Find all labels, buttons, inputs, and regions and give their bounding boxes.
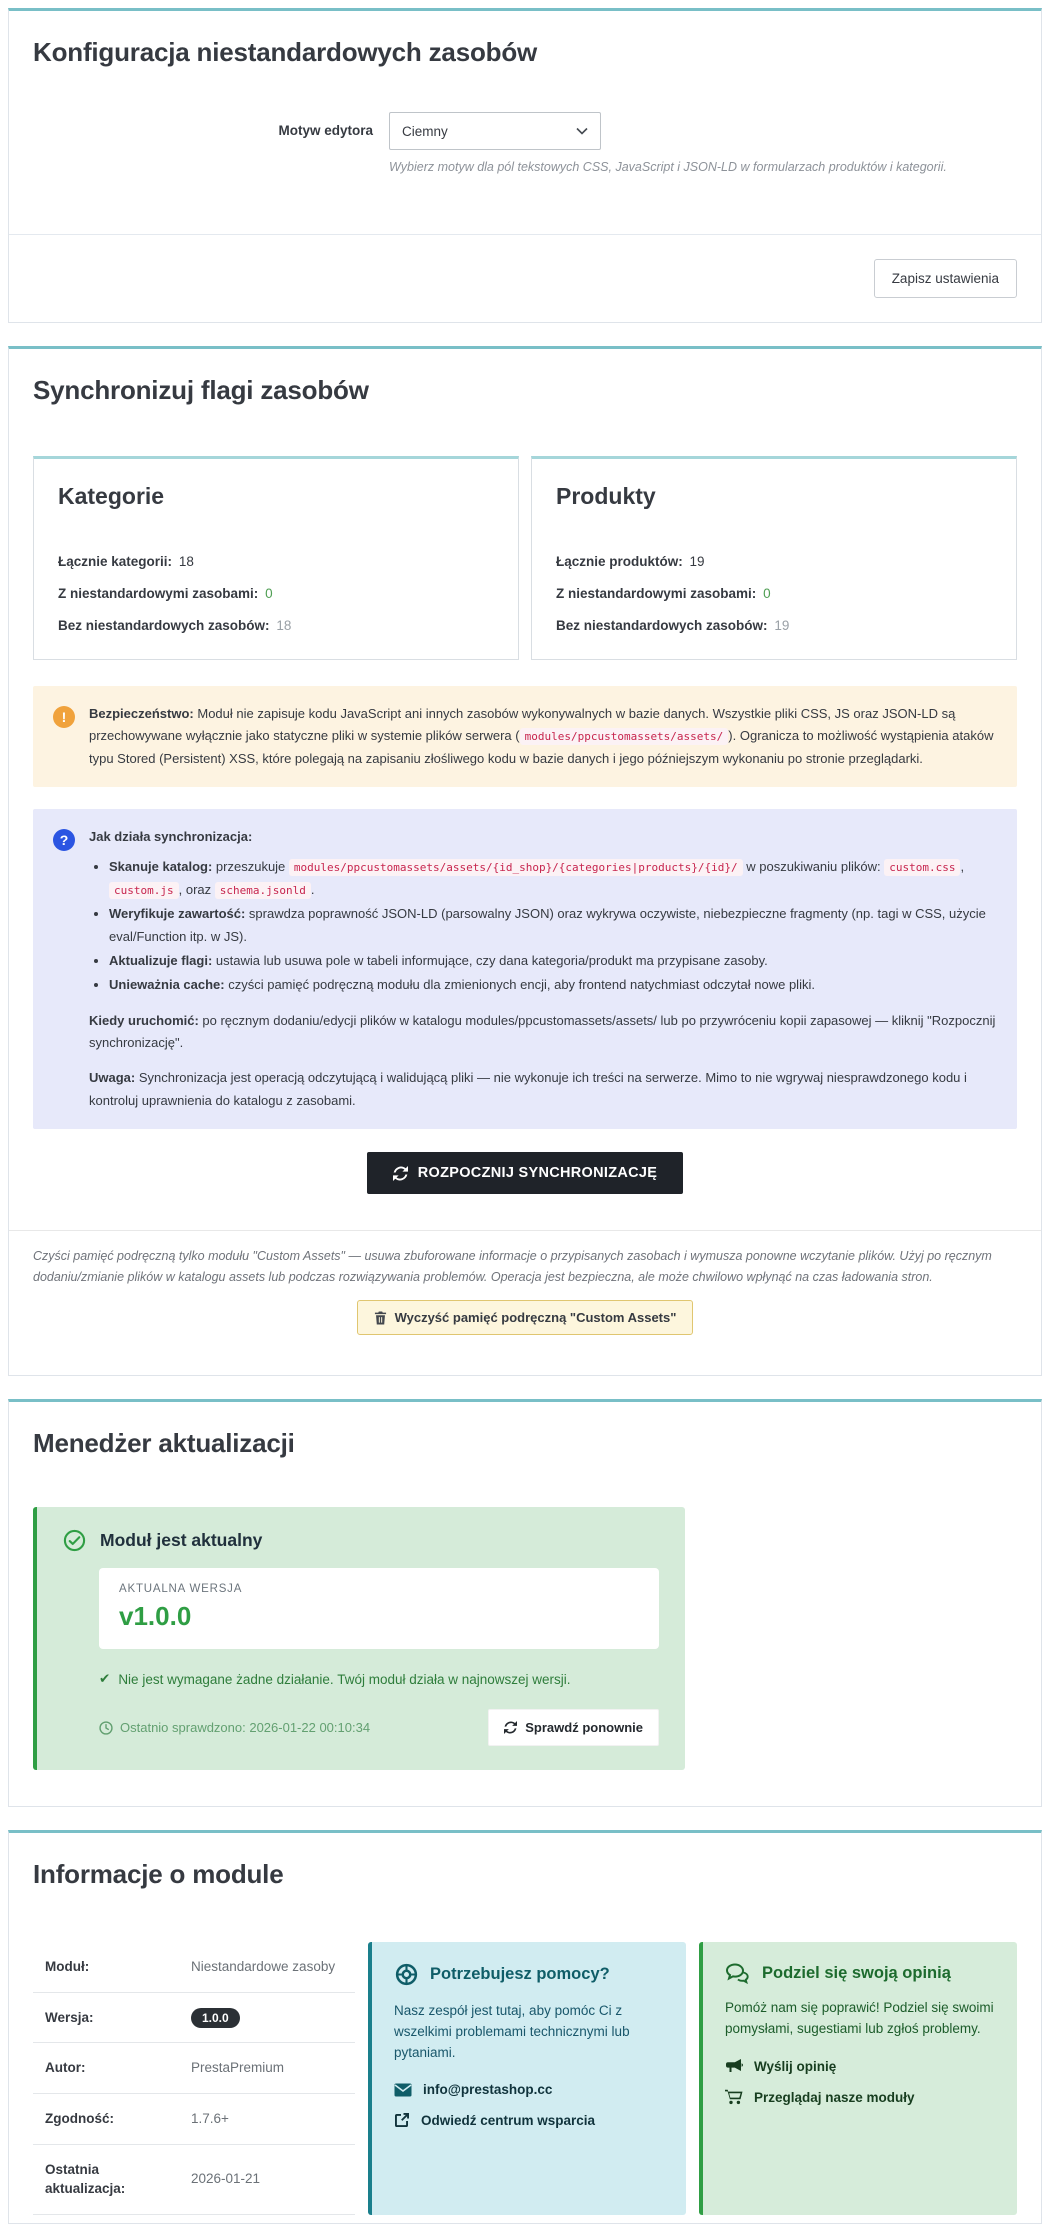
- help-card-text: Nasz zespół jest tutaj, aby pomóc Ci z wszelkimi problemami technicznymi lub pytaniami.: [394, 2003, 630, 2061]
- stat-categories-without-assets: Bez niestandardowych zasobów: 18: [58, 618, 292, 633]
- editor-theme-help: Wybierz motyw dla pól tekstowych CSS, JavaScript i JSON-LD w formularzach produktów i kategorii.: [389, 160, 947, 174]
- custom-js-code: custom.js: [109, 882, 179, 899]
- assets-path-code: modules/ppcustomassets/assets/: [520, 728, 729, 745]
- list-item-verify: • Weryfikuje zawartość: sprawdza poprawność JSON-LD (parsowalny JSON) oraz wykrywa oczywiste, niebezpieczne fragmenty (np. tagi w CSS, użycie eval/Function itp. w JS).: [109, 903, 997, 948]
- support-email-link[interactable]: info@prestashop.cc: [394, 2082, 664, 2097]
- feedback-card-title: Podziel się swoją opinią: [725, 1962, 995, 1984]
- feedback-card-text: Pomóż nam się poprawić! Podziel się swoimi pomysłami, sugestiami lub zgłoś problemy.: [725, 2000, 994, 2037]
- check-icon: ✔: [99, 1671, 111, 1687]
- security-warning-text: Bezpieczeństwo: Moduł nie zapisuje kodu JavaScript ani innych zasobów wykonywalnych w bazie danych. Wszystkie pliki CSS, JS oraz JSON-LD są przechowywane wyłącznie jako statyczne pliki w systemie plików serwera ( modules/ppcustomassets/assets/ ). Ogranicza to możliwość wystąpienia ataków typu Stored (Persistent) XSS, które polegają na zapisaniu złośliwego kodu w bazie danych i jego późniejszym wykonaniu po stronie przeglądarki.: [89, 706, 994, 766]
- cache-button-row: [9, 1287, 1041, 1375]
- note-text: Uwaga: Synchronizacja jest operacją odczytującą i walidującą pliki — nie wykonuje ich treści na serwerze. Mimo to nie wgrywaj niesprawdzonego kodu i kontroluj uprawnienia do katalogu z zasobami.: [89, 1070, 967, 1108]
- categories-card-title: Kategorie: [58, 483, 165, 509]
- list-item-flags: • Aktualizuje flagi: ustawia lub usuwa pole w tabeli informujące, czy dana kategoria/produkt ma przypisane zasoby.: [109, 950, 997, 972]
- external-link-icon: [394, 2112, 410, 2128]
- speech-bubbles-icon: [725, 1962, 751, 1984]
- feedback-card: [699, 1942, 1017, 2214]
- editor-theme-label: Motyw edytora: [278, 123, 373, 138]
- update-footer: [99, 1709, 659, 1746]
- save-settings-button[interactable]: Zapisz ustawienia: [874, 259, 1017, 298]
- config-panel-footer: [9, 234, 1041, 322]
- module-info-title: Informacje o module: [33, 1859, 284, 1890]
- help-card-title: Potrzebujesz pomocy?: [394, 1962, 664, 1987]
- clear-cache-button[interactable]: Wyczyść pamięć podręczną "Custom Assets": [357, 1300, 694, 1335]
- lifebuoy-icon: [394, 1962, 419, 1987]
- last-checked: Ostatnio sprawdzono: 2026-01-22 00:10:34: [99, 1720, 370, 1735]
- sync-info-title: Jak działa synchronizacja:: [89, 829, 253, 845]
- version-value: v1.0.0: [119, 1601, 192, 1632]
- cache-note: Czyści pamięć podręczną tylko modułu "Custom Assets" — usuwa zbuforowane informacje o przypisanych zasobach i wymusza ponowne wczytanie plików. Użyj po ręcznym dodaniu/zmianie plików w katalogu assets lub podczas rozwiązywania problemów. Operacja jest bezpieczna, ale może chwilowo wpłynąć na czas ładowania stron.: [33, 1249, 992, 1284]
- warning-icon: !: [53, 706, 75, 728]
- config-panel: [8, 8, 1042, 323]
- editor-theme-select[interactable]: [389, 112, 601, 150]
- module-info-panel: [8, 1830, 1042, 2223]
- sync-stat-cards: [33, 456, 1017, 660]
- envelope-icon: [394, 2083, 412, 2097]
- editor-theme-selected-value: Ciemny: [402, 123, 448, 139]
- check-again-button[interactable]: Sprawdź ponownie: [488, 1709, 659, 1746]
- table-row-compatibility: Zgodność: 1.7.6+: [33, 2093, 355, 2144]
- refresh-icon: [504, 1721, 517, 1734]
- module-info-table: [33, 1942, 355, 2214]
- version-badge: 1.0.0: [191, 2008, 240, 2028]
- list-item-cache: • Unieważnia cache: czyści pamięć podręczną modułu dla zmienionych encji, aby frontend natychmiast odczytał nowe pliki.: [109, 974, 997, 996]
- schema-jsonld-code: schema.jsonld: [215, 882, 311, 899]
- refresh-icon: [393, 1166, 408, 1181]
- stat-categories-with-assets: Z niestandardowymi zasobami: 0: [58, 586, 273, 601]
- module-info-columns: [33, 1942, 1017, 2222]
- list-item-scan: • Skanuje katalog: przeszukuje modules/ppcustomassets/assets/{id_shop}/{categories|products}/{id}/ w poszukiwaniu plików: custom.css , custom.js , oraz schema.jsonld .: [109, 856, 997, 901]
- update-status-title: Moduł jest aktualny: [100, 1530, 263, 1551]
- custom-css-code: custom.css: [884, 859, 960, 876]
- chevron-down-icon: [576, 127, 588, 135]
- clock-icon: [99, 1721, 113, 1735]
- products-card-title: Produkty: [556, 483, 656, 509]
- question-icon: ?: [53, 829, 75, 851]
- when-to-run-text: Kiedy uruchomić: po ręcznym dodaniu/edycji plików w katalogu modules/ppcustomassets/assets/ lub po przywróceniu kopii zapasowej — kliknij "Rozpocznij synchronizację".: [89, 1012, 996, 1050]
- browse-modules-link[interactable]: Przeglądaj nasze moduły: [725, 2089, 995, 2105]
- editor-theme-row: [9, 112, 1041, 174]
- table-row-author: Autor: PrestaPremium: [33, 2043, 355, 2094]
- products-card: [531, 456, 1017, 660]
- up-to-date-message: ✔ Nie jest wymagane żadne działanie. Twój moduł działa w najnowszej wersji.: [99, 1671, 571, 1687]
- table-row-last-update: Ostatnia aktualizacja: 2026-01-21: [33, 2144, 355, 2214]
- update-panel-title: Menedżer aktualizacji: [33, 1428, 295, 1459]
- megaphone-icon: [725, 2058, 743, 2074]
- sync-panel-title: Synchronizuj flagi zasobów: [33, 375, 369, 405]
- start-sync-button[interactable]: ROZPOCZNIJ SYNCHRONIZACJĘ: [367, 1152, 684, 1194]
- version-label: AKTUALNA WERSJA: [119, 1583, 243, 1596]
- divider: [9, 1230, 1041, 1231]
- editor-theme-field: [389, 112, 1041, 174]
- sync-button-row: [9, 1129, 1041, 1194]
- sync-info-box: [33, 809, 1017, 1129]
- trash-icon: [374, 1311, 387, 1325]
- stat-products-without-assets: Bez niestandardowych zasobów: 19: [556, 618, 790, 633]
- table-row-module: Moduł: Niestandardowe zasoby: [33, 1942, 355, 1992]
- send-feedback-link[interactable]: Wyślij opinię: [725, 2058, 995, 2074]
- help-card: [368, 1942, 686, 2214]
- update-panel: [8, 1399, 1042, 1807]
- update-status-box: [33, 1507, 685, 1770]
- sync-info-list: [89, 856, 997, 996]
- config-panel-title: Konfiguracja niestandardowych zasobów: [33, 37, 538, 67]
- sync-panel: [8, 346, 1042, 1376]
- stat-products-with-assets: Z niestandardowymi zasobami: 0: [556, 586, 771, 601]
- security-warning-box: [33, 686, 1017, 787]
- scan-path-code: modules/ppcustomassets/assets/{id_shop}/{categories|products}/{id}/: [289, 859, 743, 876]
- current-version-card: [99, 1568, 659, 1649]
- categories-card: [33, 456, 519, 660]
- update-status-header: [63, 1529, 659, 1552]
- check-circle-icon: [63, 1529, 86, 1552]
- stat-total-products: Łącznie produktów: 19: [556, 554, 705, 569]
- shopping-cart-icon: [725, 2089, 743, 2105]
- sync-info-content: [89, 826, 997, 1112]
- support-center-link[interactable]: Odwiedź centrum wsparcia: [394, 2112, 664, 2128]
- stat-total-categories: Łącznie kategorii: 18: [58, 554, 194, 569]
- table-row-version: Wersja: 1.0.0: [33, 1992, 355, 2043]
